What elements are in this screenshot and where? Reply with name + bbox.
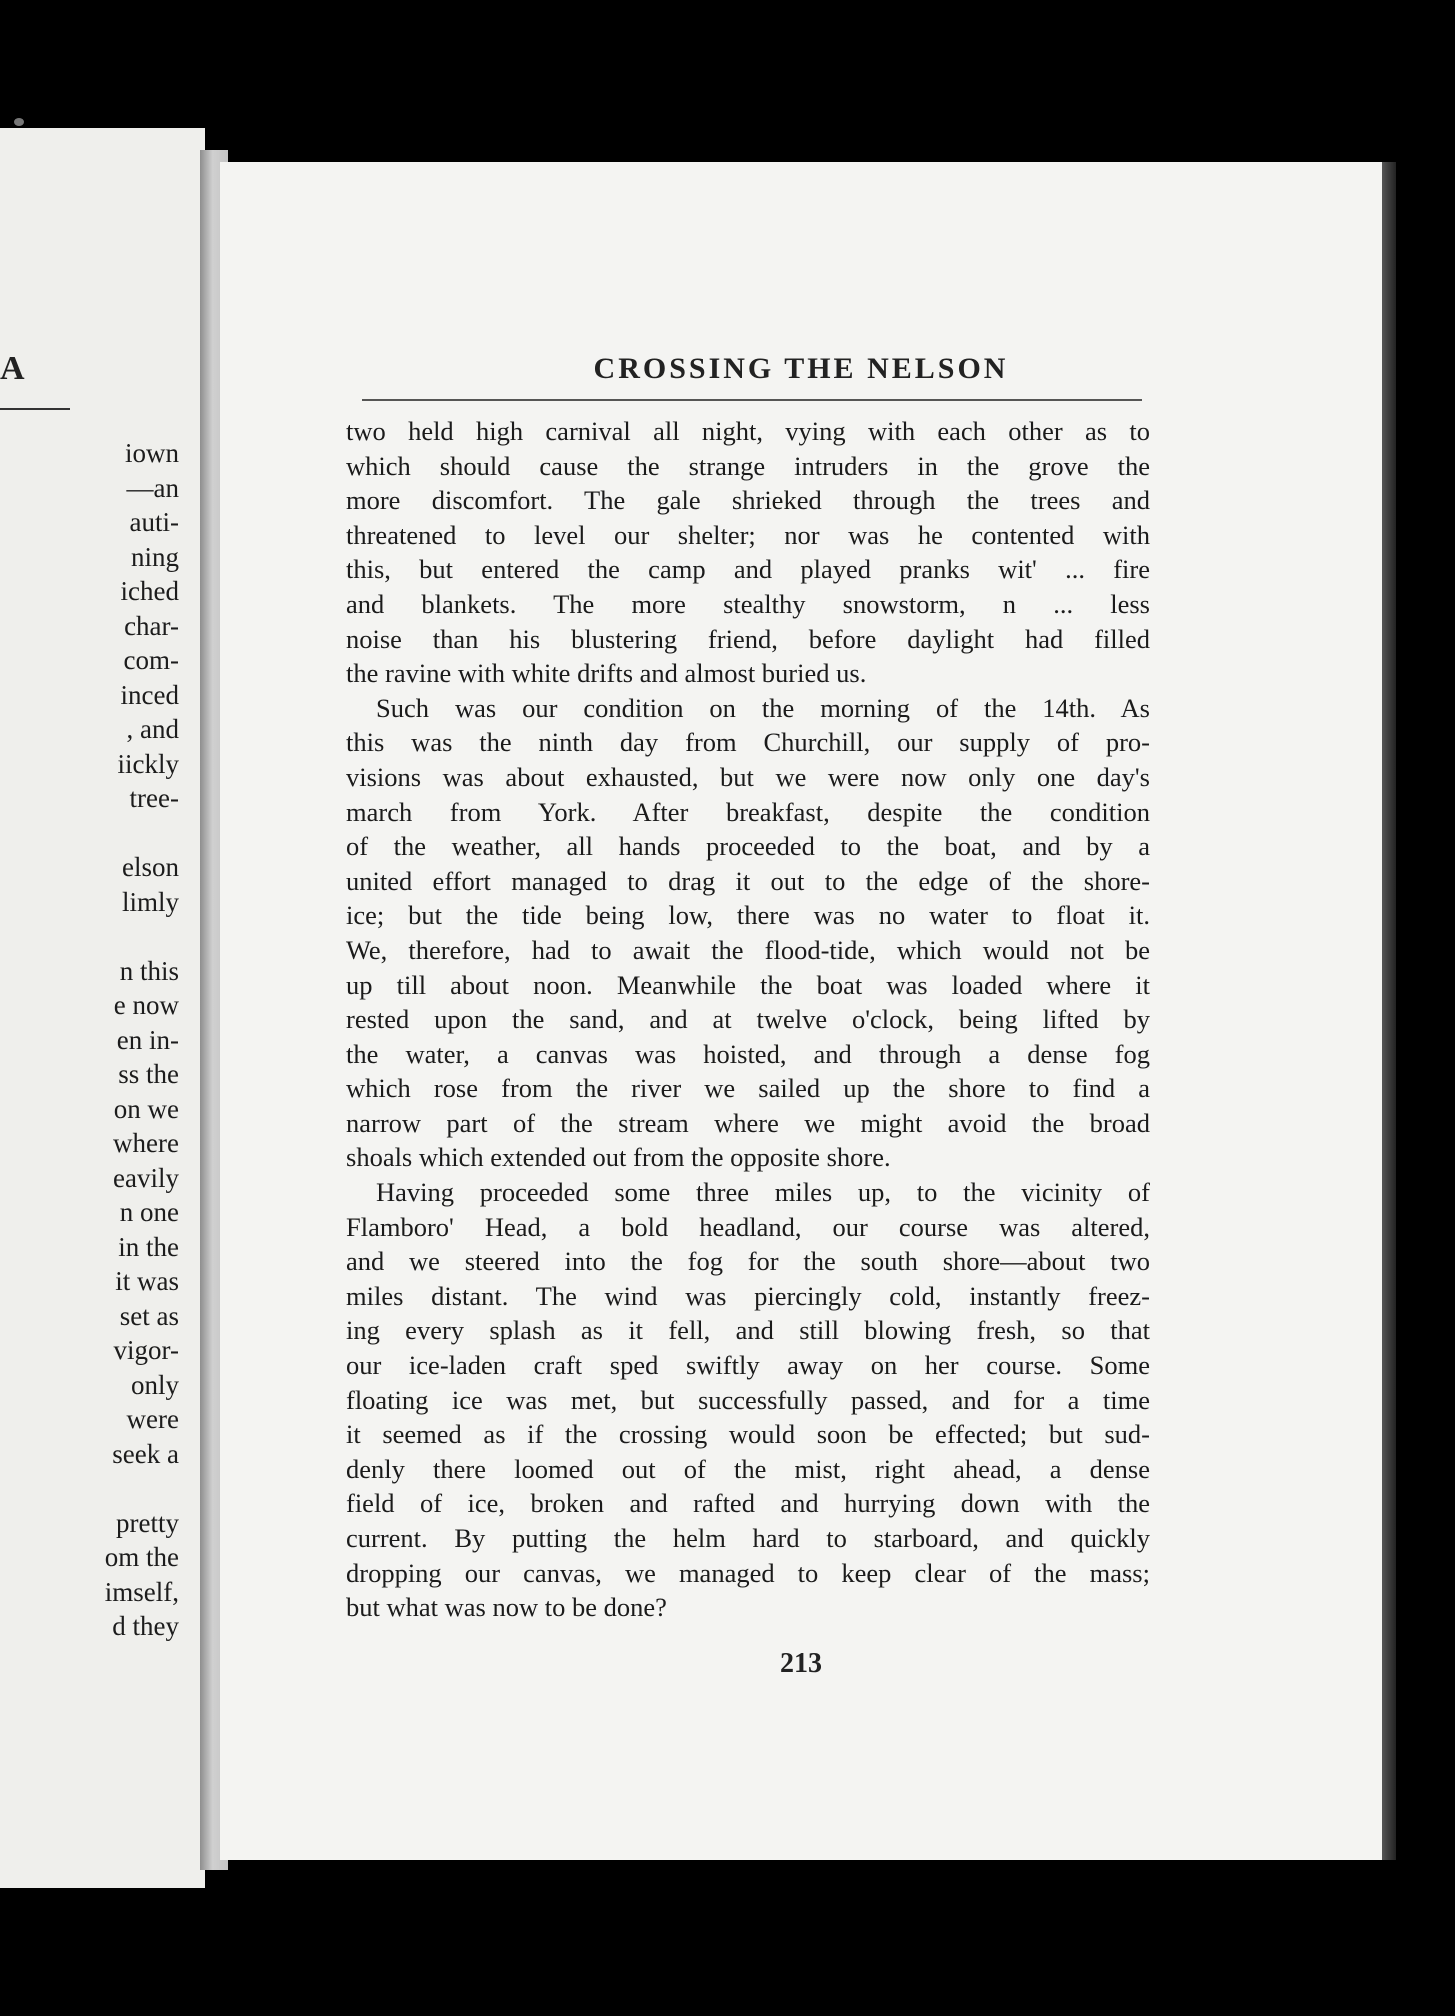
- left-line-fragment: limly: [121, 886, 179, 917]
- text-line: narrow part of the stream where we might avoid the broad: [346, 1107, 1150, 1138]
- text-line: current. By putting the helm hard to starboard, and quickly: [346, 1523, 1150, 1553]
- text-line: our ice-laden craft sped swiftly away on her course. Some: [346, 1350, 1150, 1381]
- left-line-fragment: [105, 816, 179, 851]
- left-line-fragment: tree-: [129, 783, 179, 813]
- head-rule: [362, 399, 1142, 401]
- left-page: [0, 128, 205, 1888]
- text-line: which should cause the strange intruders in the grove the: [346, 450, 1150, 481]
- left-line-fragment: iickly: [117, 748, 179, 779]
- text-line: the ravine with white drifts and almost buried us.: [346, 658, 867, 689]
- left-line-fragment: eavily: [113, 1162, 179, 1193]
- left-line-fragment: ss the: [118, 1059, 179, 1089]
- left-line-fragment: iched: [120, 576, 179, 606]
- left-line-fragment: iown: [125, 438, 179, 468]
- text-line: the water, a canvas was hoisted, and through a dense fog: [346, 1038, 1150, 1069]
- left-line-fragment: e now: [113, 990, 179, 1020]
- text-line: and blankets. The more stealthy snowstorm, n ... less: [346, 588, 1150, 619]
- text-line: Flamboro' Head, a bold headland, our course was altered,: [346, 1211, 1150, 1242]
- left-line-fragment: seek a: [112, 1438, 179, 1469]
- left-line-fragment: pretty: [116, 1507, 179, 1538]
- left-line-fragment: elson: [122, 852, 179, 882]
- text-line: noise than his blustering friend, before daylight had filled: [346, 623, 1150, 654]
- left-line-fragment: char-: [124, 610, 179, 641]
- text-line: shoals which extended out from the opposite shore.: [346, 1142, 891, 1173]
- left-line-fragment: [105, 1471, 179, 1506]
- left-line-fragment: on we: [113, 1093, 179, 1124]
- text-line: floating ice was met, but successfully passed, and for a time: [346, 1384, 1150, 1415]
- left-head-rule: [0, 408, 70, 410]
- left-page-text: [105, 436, 179, 1644]
- left-line-fragment: where: [113, 1128, 179, 1158]
- left-line-fragment: in the: [118, 1231, 179, 1262]
- left-line-fragment: d they: [112, 1611, 179, 1641]
- text-line: and we steered into the fog for the south shore—about two: [346, 1246, 1150, 1277]
- body-text: [346, 414, 1150, 1625]
- left-line-fragment: om the: [104, 1542, 179, 1572]
- text-line: dropping our canvas, we managed to keep clear of the mass;: [346, 1557, 1150, 1588]
- text-line: ing every splash as it fell, and still blowing fresh, so that: [346, 1315, 1150, 1346]
- text-line: up till about noon. Meanwhile the boat was loaded where it: [346, 969, 1150, 1000]
- text-line: march from York. After breakfast, despite the condition: [346, 796, 1150, 827]
- text-line: visions was about exhausted, but we were now only one day's: [346, 761, 1150, 792]
- left-line-fragment: vigor-: [113, 1335, 179, 1365]
- left-line-fragment: imself,: [104, 1576, 179, 1607]
- text-line: more discomfort. The gale shrieked through the trees and: [346, 485, 1150, 516]
- text-line: threatened to level our shelter; nor was he contented with: [346, 519, 1150, 550]
- text-line: but what was now to be done?: [346, 1592, 667, 1623]
- left-line-fragment: [105, 919, 179, 954]
- text-line: two held high carnival all night, vying with each other as to: [346, 416, 1150, 446]
- text-line: which rose from the river we sailed up the shore to find a: [346, 1073, 1150, 1104]
- left-line-fragment: only: [130, 1369, 179, 1400]
- scan-speck: [14, 118, 24, 126]
- text-line: ice; but the tide being low, there was no water to float it.: [346, 900, 1150, 931]
- text-line: We, therefore, had to await the flood-tide, which would not be: [346, 934, 1150, 965]
- left-line-fragment: com-: [123, 645, 179, 675]
- text-line: this was the ninth day from Churchill, our supply of pro-: [346, 727, 1150, 758]
- text-line: united effort managed to drag it out to the edge of the shore-: [346, 865, 1150, 896]
- left-line-fragment: n one: [119, 1197, 179, 1227]
- left-line-fragment: it was: [115, 1266, 179, 1296]
- left-running-head-fragment: A: [0, 350, 25, 387]
- text-line: denly there loomed out of the mist, right ahead, a dense: [346, 1453, 1150, 1484]
- left-line-fragment: —an: [126, 472, 179, 503]
- left-line-fragment: , and: [126, 714, 179, 744]
- text-line: miles distant. The wind was piercingly cold, instantly freez-: [346, 1280, 1150, 1311]
- left-line-fragment: n this: [119, 955, 179, 986]
- left-line-fragment: auti-: [129, 507, 179, 537]
- text-line: this, but entered the camp and played pranks wit' ... fire: [346, 554, 1150, 585]
- text-line: Having proceeded some three miles up, to the vicinity of: [376, 1177, 1150, 1208]
- left-line-fragment: ning: [130, 541, 179, 572]
- page-edge: [1382, 162, 1396, 1860]
- text-line: Such was our condition on the morning of the 14th. As: [376, 692, 1150, 723]
- right-page: [220, 162, 1396, 1860]
- left-line-fragment: en in-: [116, 1024, 179, 1055]
- left-line-fragment: were: [126, 1404, 179, 1434]
- text-line: it seemed as if the crossing would soon be effected; but sud-: [346, 1419, 1150, 1450]
- left-line-fragment: set as: [119, 1300, 179, 1331]
- page-number: 213: [780, 1648, 822, 1679]
- text-line: field of ice, broken and rafted and hurrying down with the: [346, 1488, 1150, 1519]
- text-line: of the weather, all hands proceeded to the boat, and by a: [346, 831, 1150, 862]
- running-head: CROSSING THE NELSON: [593, 352, 1009, 385]
- text-line: rested upon the sand, and at twelve o'clock, being lifted by: [346, 1004, 1150, 1035]
- left-line-fragment: inced: [120, 679, 179, 710]
